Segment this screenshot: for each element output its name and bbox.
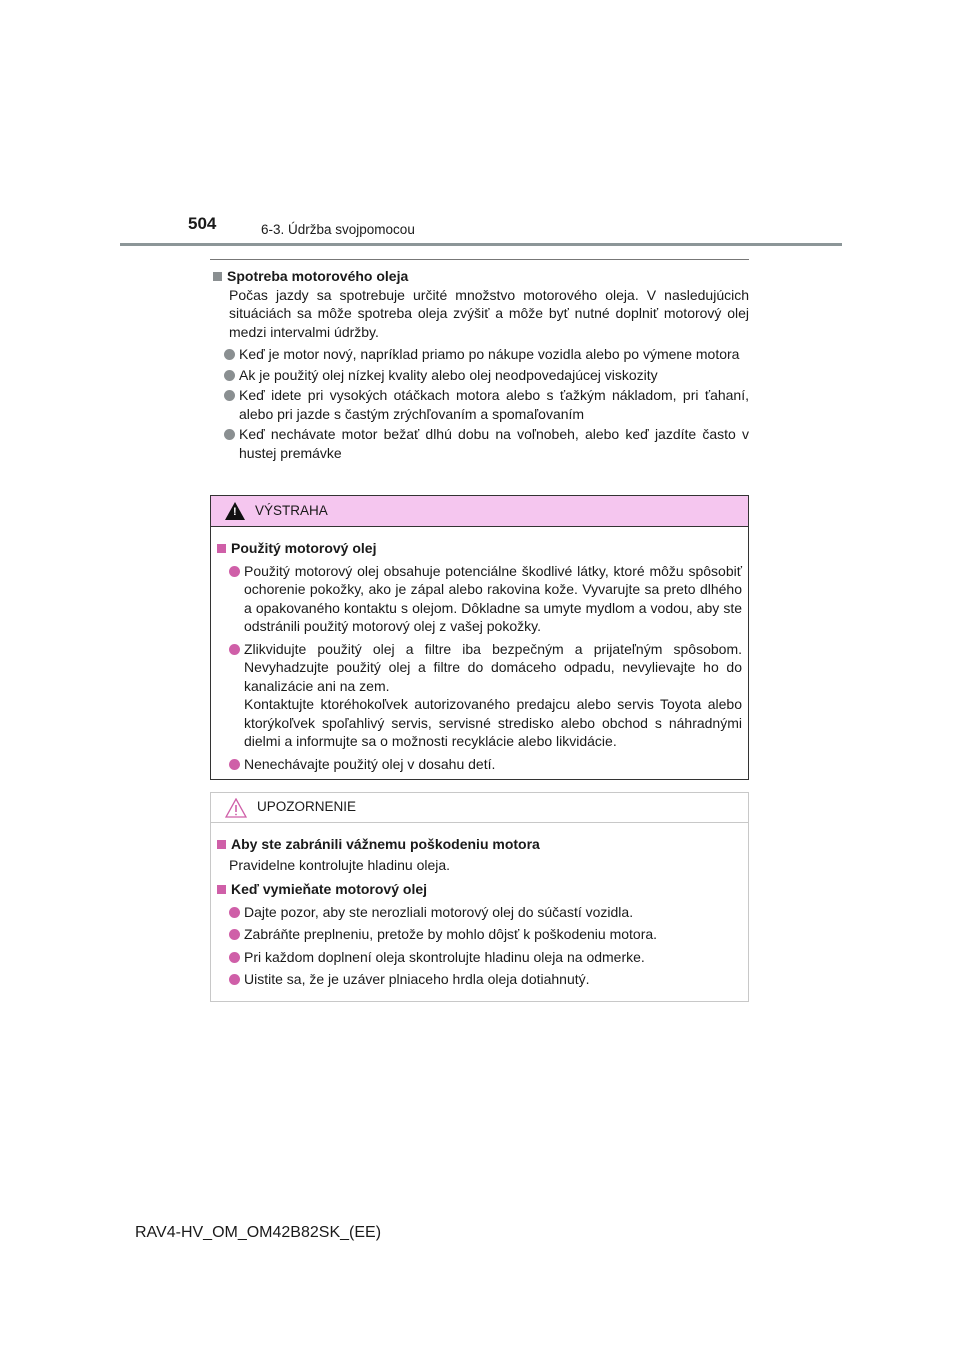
list-item-text: Použitý motorový olej obsahuje potenciálne škodlivé látky, ktoré môžu spôsobiť ochorenie pokožky, ako je zápal alebo rakovina kože. Vyvarujte sa preto dlhého a opakovaného kontaktu s olejom. Dôkladne sa umyte mydlom a vodou, aby ste odstránili použitý motorový olej z vašej pokožky. — [244, 562, 742, 634]
section-title: 6-3. Údržba svojpomocou — [261, 222, 415, 237]
intro-section — [211, 264, 749, 462]
notice-heading-2 — [215, 880, 742, 899]
bullet-dot-icon — [229, 759, 240, 770]
warning-heading — [215, 539, 742, 558]
list-item-text: Zabráňte preplneniu, pretože by mohlo dôjsť k poškodeniu motora. — [244, 926, 658, 942]
square-bullet-icon — [217, 544, 226, 553]
list-item — [211, 366, 749, 385]
list-item-text: Dajte pozor, aby ste nerozliali motorový olej do súčastí vozidla. — [244, 903, 634, 920]
footer-code: RAV4-HV_OM_OM42B82SK_(EE) — [135, 1224, 382, 1241]
bullet-dot-icon — [229, 952, 240, 963]
intro-heading — [211, 267, 749, 286]
notice-paragraph: Pravidelne kontrolujte hladinu oleja. — [229, 856, 451, 873]
list-item-text: Keď je motor nový, napríklad priamo po nákupe vozidla alebo po výmene motora — [239, 346, 740, 362]
caution-triangle-icon — [225, 798, 247, 818]
warning-triangle-icon: ! — [225, 502, 245, 520]
notice-title: UPOZORNENIE — [257, 799, 357, 815]
bullet-dot-icon — [229, 974, 240, 985]
list-item-text: Zlikvidujte použitý olej a filtre iba bezpečným a prijateľným spôsobom. Nevyhadzujte použitý olej a filtre do domáceho odpadu, nevylievajte ho do kanalizácie ani na zem. Kontaktujte ktoréhokoľvek autorizovaného predajcu alebo servis Toyota alebo ktorýkoľvek spoľahlivý servis, servisné stredisko alebo obchod s náhradnými dielmi a informujte sa o možnosti recyklácie alebo likvidácie. — [244, 640, 742, 749]
bullet-dot-icon — [229, 907, 240, 918]
notice-heading-1 — [215, 835, 742, 854]
square-bullet-icon — [217, 840, 226, 849]
warning-box — [210, 495, 749, 780]
notice-box — [210, 792, 749, 1002]
list-item — [215, 903, 742, 922]
list-item-text: Ak je použitý olej nízkej kvality alebo olej neodpovedajúcej viskozity — [239, 366, 658, 383]
square-bullet-icon — [217, 885, 226, 894]
intro-bullets — [211, 345, 749, 462]
list-item — [215, 970, 742, 989]
header-rule — [120, 243, 842, 246]
page-number: 504 — [188, 214, 217, 233]
list-item-text: Pri každom doplnení oleja skontrolujte hladinu oleja na odmerke. — [244, 948, 645, 965]
bullet-dot-icon — [229, 566, 240, 577]
bullet-dot-icon — [224, 349, 235, 360]
bullet-dot-icon — [224, 429, 235, 440]
list-item-text: Keď nechávate motor bežať dlhú dobu na voľnobeh, alebo keď jazdíte často v hustej premávke — [239, 426, 749, 461]
content-rule — [210, 259, 749, 260]
list-item — [211, 425, 749, 462]
list-item — [215, 755, 742, 774]
list-item-text: Uistite sa, že je uzáver plniaceho hrdla oleja dotiahnutý. — [244, 971, 590, 987]
notice-header — [211, 793, 748, 823]
list-item — [215, 562, 742, 636]
square-bullet-icon — [213, 272, 222, 281]
bullet-dot-icon — [229, 929, 240, 940]
bullet-dot-icon — [229, 644, 240, 655]
intro-heading-text: Spotreba motorového oleja — [227, 268, 409, 284]
bullet-dot-icon — [224, 390, 235, 401]
bullet-dot-icon — [224, 370, 235, 381]
list-item-text: Keď idete pri vysokých otáčkach motora alebo s ťažkým nákladom, pri ťahaní, alebo pri jazde s častým zrýchľovaním a spomaľovaním — [239, 387, 749, 422]
list-item — [215, 640, 742, 751]
warning-title: VÝSTRAHA — [255, 502, 328, 518]
warning-header — [211, 496, 748, 527]
list-item-text: Nenechávajte použitý olej v dosahu detí. — [244, 755, 496, 772]
intro-paragraph: Počas jazdy sa spotrebuje určité množstvo motorového oleja. V nasledujúcich situáciách sa môže spotreba oleja zvýšiť a môže byť nutné doplniť motorový olej medzi intervalmi údržby. — [229, 286, 749, 340]
list-item — [215, 948, 742, 967]
list-item — [215, 925, 742, 944]
notice-heading-2-text: Keď vymieňate motorový olej — [231, 881, 428, 897]
warning-body — [211, 527, 748, 773]
warning-heading-text: Použitý motorový olej — [231, 540, 377, 556]
notice-heading-1-text: Aby ste zabránili vážnemu poškodeniu motora — [231, 836, 540, 852]
list-item — [211, 345, 749, 364]
list-item — [211, 386, 749, 423]
notice-body — [211, 823, 748, 989]
